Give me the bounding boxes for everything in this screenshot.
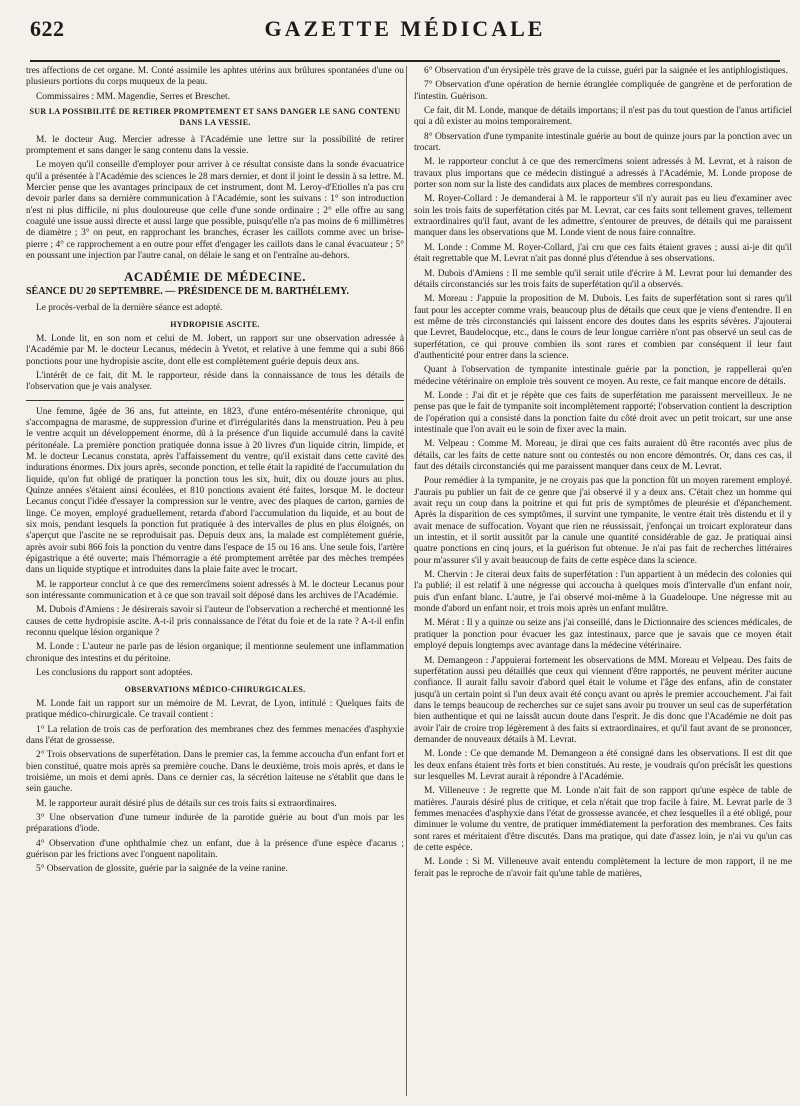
section-heading: HYDROPISIE ASCITE. — [170, 319, 260, 329]
right-column — [414, 66, 792, 1100]
section-heading: OBSERVATIONS MÉDICO-CHIRURGICALES. — [124, 684, 306, 694]
paragraph: M. le rapporteur conclut à ce que des remercîmens soient adressés à M. le docteur Lecanus pour son intéressante communication et à ce que son travail soit déposé dans les archives de l'Académie. — [26, 579, 404, 602]
paragraph: 1° La relation de trois cas de perforation des membranes chez des femmes menacées d'asphyxie dans l'état de grossesse. — [26, 724, 404, 746]
paragraph: Le procès-verbal de la dernière séance est adopté. — [36, 303, 223, 314]
paragraph: M. Mérat : Il y a quinze ou seize ans j'ai conseillé, dans le Dictionnaire des sciences médicales, de pratiquer la ponction pour évacuer les gaz intestinaux, parce que je savais que ce moyen était employé depuis longtemps avec avantage dans la médecine vétérinaire. — [414, 618, 792, 652]
paragraph: Les conclusions du rapport sont adoptées. — [36, 668, 193, 679]
paragraph: M. Dubois d'Amiens : Je désirerais savoir si l'auteur de l'observation a recherché et mentionné les causes de cette hydropisie ascite. A-t-il pris connaissance de l'état du foie et de la rate ? A-t-il enfin reconnu quelque lésion organique ? — [26, 605, 404, 639]
paragraph: M. le rapporteur conclut à ce que des remercîmens soient adressés à M. Levrat, et à raison de travaux plus importans que ce médecin distingué a adressés à l'Académie, M. Londe propose de porter son nom sur la liste des candidats aux places de membres correspondans. — [414, 157, 792, 191]
seance-heading: SÉANCE DU 20 SEPTEMBRE. — PRÉSIDENCE DE M. BARTHÉLEMY. — [26, 285, 349, 297]
journal-title: GAZETTE MÉDICALE — [264, 16, 546, 41]
header-rule — [30, 60, 780, 62]
page-header — [30, 10, 780, 54]
paragraph: Commissaires : MM. Magendie, Serres et Breschet. — [36, 91, 230, 102]
paragraph: M. Londe : Comme M. Royer-Collard, j'ai cru que ces faits étaient graves ; aussi ai-je dit qu'il était regrettable que M. Levrat n'ait pas donné plus d'étendue à ses observations. — [414, 242, 792, 265]
paragraph: M. Demangeon : J'appuierai fortement les observations de MM. Moreau et Velpeau. Des faits de superfétation aussi peu détaillés que ceux qui viennent d'être rapportés, ne peuvent mériter aucune confiance. Il aurait fallu savoir d'abord quel était le volume et l'âge des enfans, afin de constater jusqu'à un certain point si l'un deux avait été conçu avant ou après le premier accouchement. J'ai fait dans le temps beaucoup de recherches sur ce sujet sans avoir pu trouver un seul cas de superfétation bien authentique et qui ne laissât aucun doute dans l'esprit. Je dis donc que l'Académie ne doit pas avoir l'air de croire trop légèrement à des faits si extraordinaires, et qu'il faut avant de se prononcer, demander de nouveaux détails à M. Levrat. — [414, 655, 792, 745]
paragraph: M. Londe : Ce que demande M. Demangeon a été consigné dans les observations. Il est dit que les deux enfans étaient très forts et bien constitués. Au reste, je voudrais qu'on précisât les questions sur lesquelles M. Levrat aurait à répondre à l'Académie. — [414, 749, 792, 782]
paragraph: Ce fait, dit M. Londe, manque de détails importans; il n'est pas du tout question de l'anus artificiel qui a dû exister au moins temporairement. — [414, 106, 792, 128]
paragraph: M. Londe : J'ai dit et je répète que ces faits de superfétation me paraissent merveilleux. Je ne pense pas que le fait de tympanite soit incomplètement rapporté; l'observation contient la description de l'opération qui a consisté dans la ponction faite du côté droit avec un petit troicart, sur une anse intestinale que l'on avait eu le soin de fixer avec la main. — [414, 390, 792, 435]
page-number: 622 — [30, 16, 65, 41]
paragraph: M. Londe : L'auteur ne parle pas de lésion organique; il mentionne seulement une inflammation chronique des intestins et du péritoine. — [26, 642, 404, 664]
academie-heading: ACADÉMIE DE MÉDECINE. — [123, 268, 307, 284]
paragraph: 3° Une observation d'une tumeur indurée de la parotide guérie au bout d'un mois par les préparations d'iode. — [26, 812, 404, 835]
paragraph: Une femme, âgée de 36 ans, fut atteinte, en 1823, d'une entéro-mésentérite chronique, qui s'accompagna de marasme, de suppression d'urine et d'irrégularités dans la menstruation. Peu à peu le ventre acquit un développement énorme, dû à la présence d'un liquide accumulé dans la cavité péritonéale. La première ponction pratiquée donna issue à 20 livres d'un liquide citrin, limpide, et M. le docteur Lecanus constata, après l'affaissement du ventre, qu'il existait dans cette cavité des indurations énormes. Dix jours après, seconde ponction, et telle était la rapidité de l'accumulation du liquide, qu'on fut obligé de pratiquer la ponction tous les six, huit, dix ou douze jours au plus. Quinze années s'étaient ainsi écoulées, et 810 ponctions avaient été faites, lorsque M. le docteur Lecanus conçut l'idée d'essayer la compression sur le ventre, avec des plaques de carton, garnies de linge. Ce moyen, employé graduellement, retarda d'abord l'accumulation du liquide, et au bout de six mois, pendant lesquels la ponction fut pratiquée à des intervalles de plus en plus éloignés, on s'aperçut que l'ascite ne se reproduisait pas. Depuis deux ans, la malade est complètement guérie, après avoir subi 866 fois la ponction du ventre dans l'espace de 15 ou 16 ans. Une seule fois, l'artère épigastrique a été ouverte; mais l'hémorragie a été promptement arrêtée par des mèches trempées dans un liquide styptique et introduites dans la plaie faite avec le trocart. — [26, 406, 404, 576]
section-heading: SUR LA POSSIBILITÉ DE RETIRER PROMPTEMENT ET SANS DANGER LE SANG CONTENU DANS LA VESSIE. — [29, 107, 401, 128]
paragraph: M. Londe lit, en son nom et celui de M. Jobert, un rapport sur une observation adressée à l'Académie par M. le docteur Lecanus, médecin à Yvetot, et relative à une femme qui a subi 866 ponctions pour une hydropisie ascite, dont elle est complètement guérie depuis deux ans. — [26, 333, 404, 367]
section-rule — [26, 400, 404, 401]
paragraph: Quant à l'observation de tympanite intestinale guérie par la ponction, je rappellerai qu'en médecine vétérinaire on emploie très souvent ce moyen. Au reste, ce fait manque encore de détails. — [414, 365, 792, 387]
paragraph: Pour remédier à la tympanite, je ne croyais pas que la ponction fût un moyen rarement employé. J'aurais pu publier un fait de ce genre que j'ai observé il y a deux ans. C'était chez un homme qui avait reçu un coup dans la poitrine et qui fut pris de symptômes de pleurésie et d'épanchement. Après la disparition de ces symptômes, il survint une tympanite, le ventre était très distendu et il y avait menace de suffocation. Voyant que rien ne réussissait, j'enfonçai un troicart explorateur dans un intestin, et il sortit aussitôt par la canule une quantité considérable de gaz. Je pratiquai ainsi quatre ponctions en cinq jours, et la guérison fut obtenue. Je n'ai pas fait de recherches littéraires pour m'assurer s'il y avait beaucoup de faits de cette espèce dans la science. — [414, 476, 792, 566]
paragraph: 7° Observation d'une opération de hernie étranglée compliquée de gangrène et de perforation de l'intestin. Guérison. — [414, 80, 792, 102]
paragraph: M. Moreau : J'appuie la proposition de M. Dubois. Les faits de superfétation sont si rares qu'il faut pour les accepter comme vrais, beaucoup plus de détails que ceux que je viens d'entendre. Il en est même de très circonstanciés qui laissent encore des doutes dans les esprits sévères. J'ajouterai que Levret, Baudelocque, etc., dans le cours de leur longue carrière n'ont pas observé un seul cas de superfétation, ce qui prouve combien ils sont rares et combien par conséquent il leur faut d'authenticité pour entrer dans la science. — [414, 294, 792, 361]
paragraph: M. Londe : Si M. Villeneuve avait entendu complètement la lecture de mon rapport, il ne me ferait pas le reproche de n'avoir fait qu'une table de matières, — [414, 857, 792, 879]
paragraph: tres affections de cet organe. M. Conté assimile les aphtes utérins aux brûlures spontanées d'une ou plusieurs portions du corps muqueux de la peau. — [26, 66, 404, 88]
paragraph: 4° Observation d'une ophthalmie chez un enfant, due à la présence d'une espèce d'acarus ; guérison par les frictions avec l'onguent napolitain. — [26, 838, 404, 860]
paragraph: M. le rapporteur aurait désiré plus de détails sur ces trois faits si extraordinaires. — [36, 798, 337, 809]
paragraph: M. Villeneuve : Je regrette que M. Londe n'ait fait de son rapport qu'une espèce de table de matières. J'aurais désiré plus de critique, et cela n'était que trop facile à faire. M. Levrat parle de 3 femmes menacées d'asphyxie dans l'état de grossesse avancée, et chez lesquelles il a été obligé, pour diminuer le volume du ventre, de pratiquer immédiatement la perforation des membranes. Ces faits sont rares et méritaient d'être discutés. Dans ma pratique, qui date d'assez loin, je n'ai vu qu'un cas de cette espèce. — [414, 786, 792, 853]
paragraph: 2° Trois observations de superfétation. Dans le premier cas, la femme accoucha d'un enfant fort et bien constitué, quatre mois après sa première couche. Dans le deuxième, trois mois après, et dans le troisième, un mois et demi après. Dans ce dernier cas, la sécrétion laiteuse ne s'établit que dans le sein gauche. — [26, 750, 404, 795]
paragraph: M. Dubois d'Amiens : Il me semble qu'il serait utile d'écrire à M. Levrat pour lui demander des détails circonstanciés sur les trois faits de superfétation qu'il a observés. — [414, 268, 792, 290]
paragraph: M. Royer-Collard : Je demanderai à M. le rapporteur s'il n'y aurait pas eu lieu d'examiner avec soin les trois faits de superfétation cités par M. Levrat, car ces faits sont tellement graves, tellement extraordinaires qu'il faut, avant de les admettre, s'entourer de preuves, de détails qui me paraissent manquer dans les observations que M. Londe vient de nous faire connaître. — [414, 194, 792, 239]
paragraph: Le moyen qu'il conseille d'employer pour arriver à ce résultat consiste dans la sonde évacuatrice qu'il a présentée à l'Académie des sciences le 28 mars dernier, et dont il joint le dessin à sa lettre. M. Mercier pense que les avantages principaux de cet instrument, dont M. Leroy-d'Etiolles n'a pas cru devoir parler dans sa dernière communication à l'Académie, sont les suivans : 1° son introduction n'est ni plus difficile, ni plus douloureuse que celle d'une sonde ordinaire ; 2° elle offre au sang coagulé une issue aussi directe et aussi large que possible, puisqu'elle n'a pas moins de 6 millimètres de diamètre ; 3° on peut, en rapprochant les branches, écraser les caillots comme avec un brise-pierre ; 4° ce rapprochement a en outre pour effet d'engager les caillots dans le canal évacuateur ; 5° en poussant une injection par l'autre canal, on délaie le sang et on l'entraîne au-dehors. — [26, 160, 404, 262]
paragraph: M. le docteur Aug. Mercier adresse à l'Académie une lettre sur la possibilité de retirer promptement et sans danger le sang contenu dans la vessie. — [26, 134, 404, 157]
paragraph: M. Londe fait un rapport sur un mémoire de M. Levrat, de Lyon, intitulé : Quelques faits de pratique médico-chirurgicale. Ce travail contient : — [26, 698, 404, 721]
column-divider — [406, 66, 407, 1096]
paragraph: 8° Observation d'une tympanite intestinale guérie au bout de quinze jours par la ponction avec un trocart. — [414, 131, 792, 154]
paragraph: M. Chervin : Je citerai deux faits de superfétation : l'un appartient à un médecin des colonies qui l'a publié; il est relatif à une négresse qui accoucha à quelques mois d'intervalle d'un enfant noir, puis d'un enfant blanc. L'autre, je l'ai observé moi-même à la Guadeloupe. Une négresse mit au monde d'abord un enfant noir, et trois mois après un enfant mulâtre. — [414, 570, 792, 615]
paragraph: 6° Observation d'un érysipèle très grave de la cuisse, guéri par la saignée et les antiphlogistiques. — [424, 66, 788, 76]
paragraph: 5° Observation de glossite, guérie par la saignée de la veine ranine. — [36, 864, 288, 875]
paragraph: L'intérêt de ce fait, dit M. le rapporteur, réside dans la connaissance de tous les détails de l'observation que je vais analyser. — [26, 370, 404, 393]
paragraph: M. Velpeau : Comme M. Moreau, je dirai que ces faits auraient dû être racontés avec plus de détails, car les faits de cette nature sont ou contestés ou non encore démontrés. Or, dans ces cas, il faut des détails circonstanciés qui me paraissent manquer dans ceux de M. Levrat. — [414, 439, 792, 472]
left-column — [26, 66, 404, 1100]
